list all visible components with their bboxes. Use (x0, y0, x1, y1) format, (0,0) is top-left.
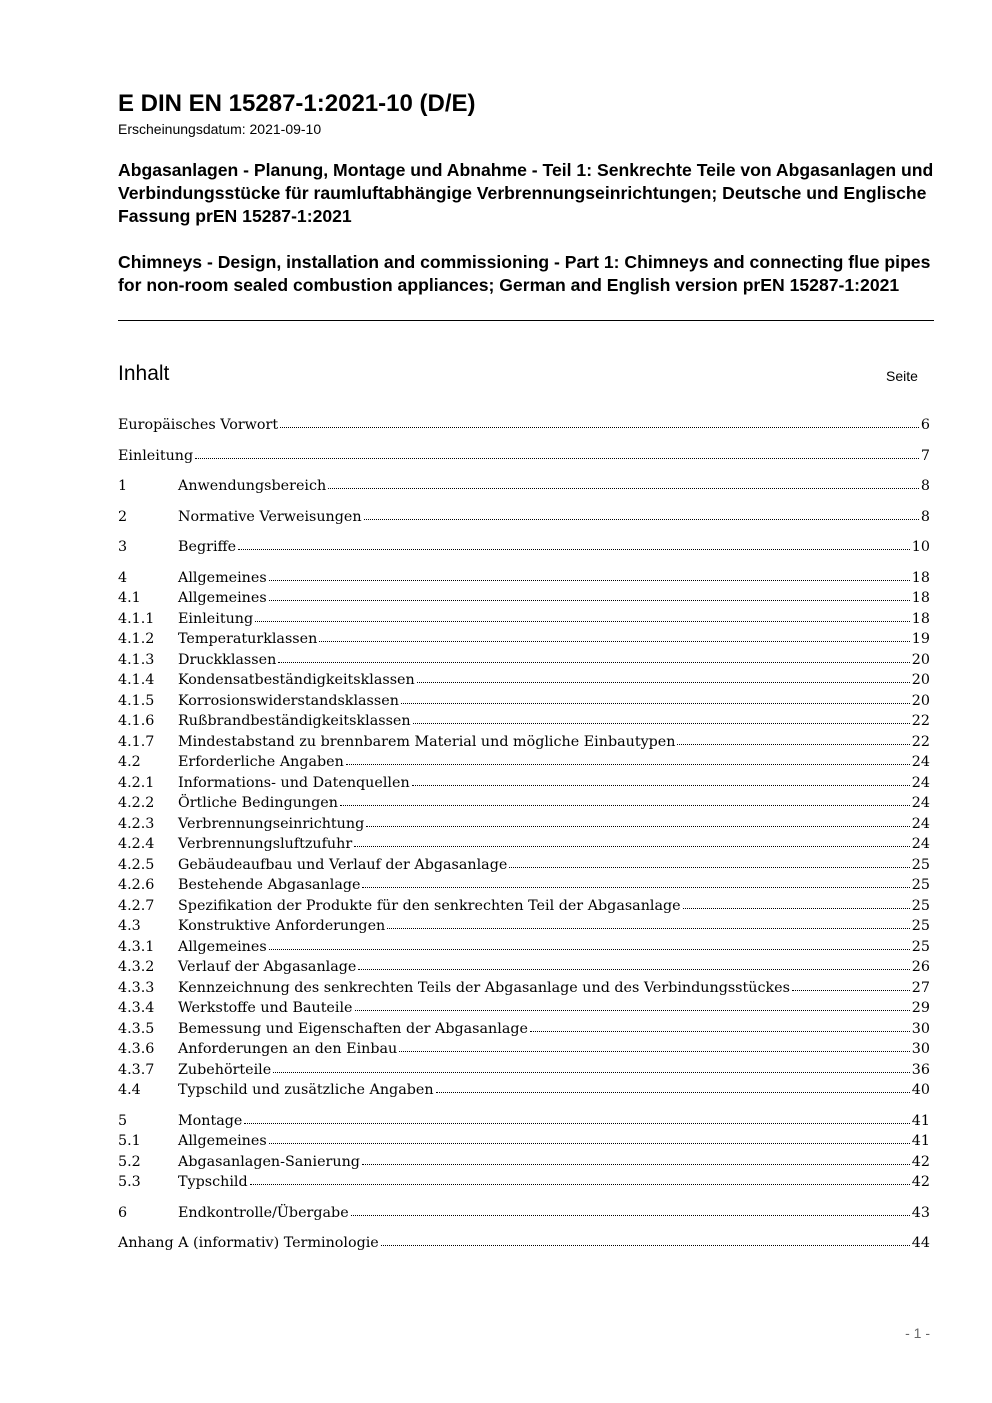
toc-entry[interactable] (118, 980, 930, 1001)
toc-entry-page: 30 (911, 1020, 930, 1037)
toc-dot-leader (269, 1139, 910, 1144)
toc-entry-page: 24 (911, 754, 930, 770)
toc-entry-page: 24 (911, 815, 930, 832)
toc-dot-leader (269, 596, 910, 601)
toc-entry[interactable] (118, 611, 930, 632)
toc-entry-title: Verbrennungseinrichtung (178, 815, 365, 832)
toc-entry-title: Einleitung (118, 447, 194, 464)
toc-entry-number: 6 (118, 1204, 128, 1221)
toc-entry[interactable] (118, 775, 930, 796)
toc-entry[interactable] (118, 590, 930, 611)
toc-entry[interactable] (118, 1113, 930, 1134)
toc-dot-leader (364, 515, 919, 520)
toc-entry-page: 25 (911, 938, 930, 955)
toc-entry-title: Normative Verweisungen (178, 508, 362, 525)
toc-entry-number: 4.4 (118, 1082, 141, 1098)
toc-entry-title: Abgasanlagen-Sanierung (178, 1153, 360, 1170)
table-of-contents (118, 417, 930, 1256)
toc-entry-page: 8 (920, 508, 930, 525)
toc-entry-page: 20 (911, 651, 930, 668)
toc-entry[interactable] (118, 713, 930, 734)
toc-entry-title: Örtliche Bedingungen (178, 795, 338, 811)
toc-entry-number: 4.3.6 (118, 1041, 155, 1057)
toc-entry-title: Kondensatbeständigkeitsklassen (178, 672, 415, 688)
toc-entry[interactable] (118, 816, 930, 837)
toc-entry-title: Bestehende Abgasanlage (178, 877, 361, 893)
toc-entry[interactable] (118, 693, 930, 714)
toc-entry-number: 4.2.3 (118, 815, 155, 832)
toc-entry-number: 5.3 (118, 1174, 141, 1190)
toc-entry[interactable] (118, 898, 930, 919)
toc-entry[interactable] (118, 672, 930, 693)
toc-entry-title: Druckklassen (178, 651, 277, 668)
toc-entry-number: 4.2.1 (118, 774, 155, 791)
toc-entry-title: Begriffe (178, 539, 237, 555)
toc-dot-leader (387, 924, 910, 929)
toc-entry[interactable] (118, 417, 930, 438)
toc-entry-page: 41 (911, 1133, 930, 1149)
publication-date: Erscheinungsdatum: 2021-09-10 (118, 121, 322, 137)
toc-entry-page: 20 (911, 692, 930, 709)
toc-dot-leader (362, 1160, 910, 1165)
toc-dot-leader (273, 1068, 910, 1073)
toc-entry-number: 4.3 (118, 918, 141, 934)
toc-entry-title: Allgemeines (178, 938, 267, 955)
toc-entry[interactable] (118, 448, 930, 469)
toc-entry-number: 5.1 (118, 1133, 141, 1149)
toc-entry-title: Mindestabstand zu brennbarem Material und mögliche Einbautypen (178, 733, 676, 750)
toc-entry[interactable] (118, 857, 930, 878)
toc-entry[interactable] (118, 1062, 930, 1083)
toc-entry-number: 4.3.4 (118, 1000, 155, 1016)
toc-entry-title: Anwendungsbereich (178, 478, 327, 494)
toc-entry[interactable] (118, 939, 930, 960)
toc-entry-page: 42 (911, 1153, 930, 1170)
toc-dot-leader (278, 658, 910, 663)
toc-entry-number: 4.2.4 (118, 836, 155, 852)
toc-entry-title: Temperaturklassen (178, 631, 318, 647)
toc-entry-title: Montage (178, 1112, 243, 1129)
toc-entry-title: Einleitung (178, 610, 254, 627)
toc-entry-title: Gebäudeaufbau und Verlauf der Abgasanlage (178, 856, 508, 873)
toc-entry-page: 43 (911, 1204, 930, 1221)
toc-entry-number: 5.2 (118, 1153, 141, 1170)
toc-entry[interactable] (118, 631, 930, 652)
toc-entry-number: 4.1.2 (118, 631, 155, 647)
toc-dot-leader (244, 1119, 909, 1124)
toc-entry-number: 4.3.7 (118, 1061, 155, 1078)
toc-entry-title: Erforderliche Angaben (178, 754, 344, 770)
toc-dot-leader (269, 576, 910, 581)
toc-entry[interactable] (118, 1154, 930, 1175)
toc-entry-number: 2 (118, 508, 128, 525)
toc-entry[interactable] (118, 652, 930, 673)
toc-entry[interactable] (118, 918, 930, 939)
toc-dot-leader (401, 699, 910, 704)
document-id: E DIN EN 15287-1:2021-10 (D/E) (118, 90, 476, 117)
toc-dot-leader (255, 617, 910, 622)
toc-entry[interactable] (118, 877, 930, 898)
toc-entry-title: Anhang A (informativ) Terminologie (118, 1235, 379, 1251)
toc-entry-page: 29 (911, 1000, 930, 1016)
toc-entry-number: 4.2.2 (118, 795, 155, 811)
toc-entry-page: 8 (920, 478, 930, 494)
toc-entry-title: Allgemeines (178, 569, 267, 586)
toc-entry-page: 24 (911, 836, 930, 852)
toc-dot-leader (250, 1180, 910, 1185)
toc-entry-page: 36 (911, 1061, 930, 1078)
toc-dot-leader (195, 454, 919, 459)
toc-dot-leader (362, 883, 909, 888)
toc-entry[interactable] (118, 1133, 930, 1154)
toc-entry[interactable] (118, 539, 930, 560)
toc-entry[interactable] (118, 1174, 930, 1195)
title-english: Chimneys - Design, installation and commissioning - Part 1: Chimneys and connecting flue pipes for non-room sealed combustion appliances; German and English version prEN 15287-1:2021 (118, 252, 931, 295)
toc-entry-number: 1 (118, 478, 128, 494)
toc-entry-title: Korrosionswiderstandsklassen (178, 692, 399, 709)
toc-entry-page: 6 (920, 417, 930, 433)
toc-entry-page: 25 (911, 877, 930, 893)
toc-entry-number: 4.2.7 (118, 897, 155, 914)
toc-heading: Inhalt (118, 362, 170, 385)
toc-dot-leader (381, 1241, 910, 1246)
toc-entry-page: 24 (911, 795, 930, 811)
toc-entry-number: 4.1.1 (118, 610, 155, 627)
toc-entry[interactable] (118, 1082, 930, 1103)
toc-entry-number: 4.2.6 (118, 877, 155, 893)
toc-dot-leader (346, 760, 910, 765)
toc-entry-title: Allgemeines (178, 590, 267, 606)
toc-dot-leader (238, 545, 910, 550)
title-german: Abgasanlagen - Planung, Montage und Abnahme - Teil 1: Senkrechte Teile von Abgasanlagen und Verbindungsstücke für raumluftabhängige Verbrennungseinrichtungen; Deutsche und Englische Fassung prEN 15287-1:2021 (118, 160, 934, 226)
toc-entry[interactable] (118, 570, 930, 591)
toc-entry-title: Spezifikation der Produkte für den senkrechten Teil der Abgasanlage (178, 897, 681, 914)
toc-entry-page: 27 (911, 979, 930, 996)
toc-entry-number: 4.3.1 (118, 938, 155, 955)
toc-entry-title: Verlauf der Abgasanlage (178, 959, 357, 975)
toc-dot-leader (355, 1006, 910, 1011)
toc-entry-title: Bemessung und Eigenschaften der Abgasanlage (178, 1020, 528, 1037)
toc-entry-number: 5 (118, 1112, 128, 1129)
toc-entry-title: Informations- und Datenquellen (178, 774, 410, 791)
toc-entry-number: 4.1.6 (118, 713, 155, 729)
toc-entry[interactable] (118, 836, 930, 857)
toc-entry-page: 18 (911, 610, 930, 627)
toc-dot-leader (412, 781, 910, 786)
page-number: - 1 - (905, 1325, 930, 1341)
toc-dot-leader (677, 740, 909, 745)
toc-entry-number: 4.2 (118, 754, 141, 770)
toc-dot-leader (436, 1088, 910, 1093)
toc-dot-leader (683, 904, 910, 909)
toc-dot-leader (417, 678, 910, 683)
toc-entry-page: 25 (911, 897, 930, 914)
toc-entry-page: 44 (911, 1235, 930, 1251)
toc-dot-leader (340, 801, 910, 806)
toc-entry-title: Kennzeichnung des senkrechten Teils der Abgasanlage und des Verbindungsstückes (178, 979, 790, 996)
toc-entry-title: Anforderungen an den Einbau (178, 1041, 398, 1057)
toc-entry-number: 4.1.3 (118, 651, 155, 668)
toc-entry-title: Allgemeines (178, 1133, 267, 1149)
toc-entry[interactable] (118, 1000, 930, 1021)
toc-entry-title: Endkontrolle/Übergabe (178, 1204, 349, 1221)
toc-entry-number: 4.1 (118, 590, 141, 606)
toc-entry[interactable] (118, 478, 930, 499)
toc-entry[interactable] (118, 1205, 930, 1226)
title-divider (118, 320, 934, 321)
toc-entry[interactable] (118, 959, 930, 980)
toc-entry-title: Rußbrandbeständigkeitsklassen (178, 713, 411, 729)
toc-entry-page: 26 (911, 959, 930, 975)
toc-entry-page: 30 (911, 1041, 930, 1057)
toc-entry-title: Zubehörteile (178, 1061, 272, 1078)
toc-dot-leader (366, 822, 910, 827)
toc-entry-page: 7 (920, 447, 930, 464)
toc-entry-number: 3 (118, 539, 128, 555)
toc-entry-page: 19 (911, 631, 930, 647)
toc-entry[interactable] (118, 1235, 930, 1256)
toc-entry-page: 25 (911, 918, 930, 934)
toc-entry-page: 18 (911, 590, 930, 606)
toc-entry[interactable] (118, 754, 930, 775)
toc-entry[interactable] (118, 1021, 930, 1042)
toc-entry-number: 4.3.5 (118, 1020, 155, 1037)
toc-entry[interactable] (118, 795, 930, 816)
toc-entry-title: Verbrennungsluftzufuhr (178, 836, 353, 852)
toc-entry-title: Typschild (178, 1174, 248, 1190)
toc-entry-page: 22 (911, 733, 930, 750)
toc-entry-number: 4.1.7 (118, 733, 155, 750)
toc-dot-leader (358, 965, 909, 970)
toc-entry-page: 41 (911, 1112, 930, 1129)
toc-entry-number: 4.1.4 (118, 672, 155, 688)
toc-entry-page: 25 (911, 856, 930, 873)
toc-entry-page: 18 (911, 569, 930, 586)
toc-dot-leader (792, 986, 910, 991)
toc-dot-leader (351, 1211, 910, 1216)
toc-entry-number: 4.3.2 (118, 959, 155, 975)
toc-entry-title: Typschild und zusätzliche Angaben (178, 1082, 434, 1098)
toc-entry-title: Konstruktive Anforderungen (178, 918, 386, 934)
toc-entry[interactable] (118, 509, 930, 530)
toc-entry-page: 24 (911, 774, 930, 791)
toc-page-column-label: Seite (886, 368, 918, 384)
toc-entry-number: 4.1.5 (118, 692, 155, 709)
toc-entry-page: 42 (911, 1174, 930, 1190)
toc-entry-title: Europäisches Vorwort (118, 417, 279, 433)
toc-dot-leader (269, 945, 910, 950)
toc-dot-leader (413, 719, 910, 724)
toc-dot-leader (319, 637, 909, 642)
toc-dot-leader (280, 423, 919, 428)
toc-entry-page: 10 (911, 539, 930, 555)
toc-entry-page: 22 (911, 713, 930, 729)
toc-entry[interactable] (118, 734, 930, 755)
toc-dot-leader (530, 1027, 910, 1032)
toc-entry-number: 4 (118, 569, 128, 586)
toc-entry-title: Werkstoffe und Bauteile (178, 1000, 353, 1016)
toc-dot-leader (328, 484, 919, 489)
toc-dot-leader (509, 863, 909, 868)
toc-dot-leader (399, 1047, 910, 1052)
toc-entry[interactable] (118, 1041, 930, 1062)
toc-entry-number: 4.2.5 (118, 856, 155, 873)
toc-entry-page: 40 (911, 1082, 930, 1098)
toc-dot-leader (354, 842, 910, 847)
toc-entry-page: 20 (911, 672, 930, 688)
toc-entry-number: 4.3.3 (118, 979, 155, 996)
